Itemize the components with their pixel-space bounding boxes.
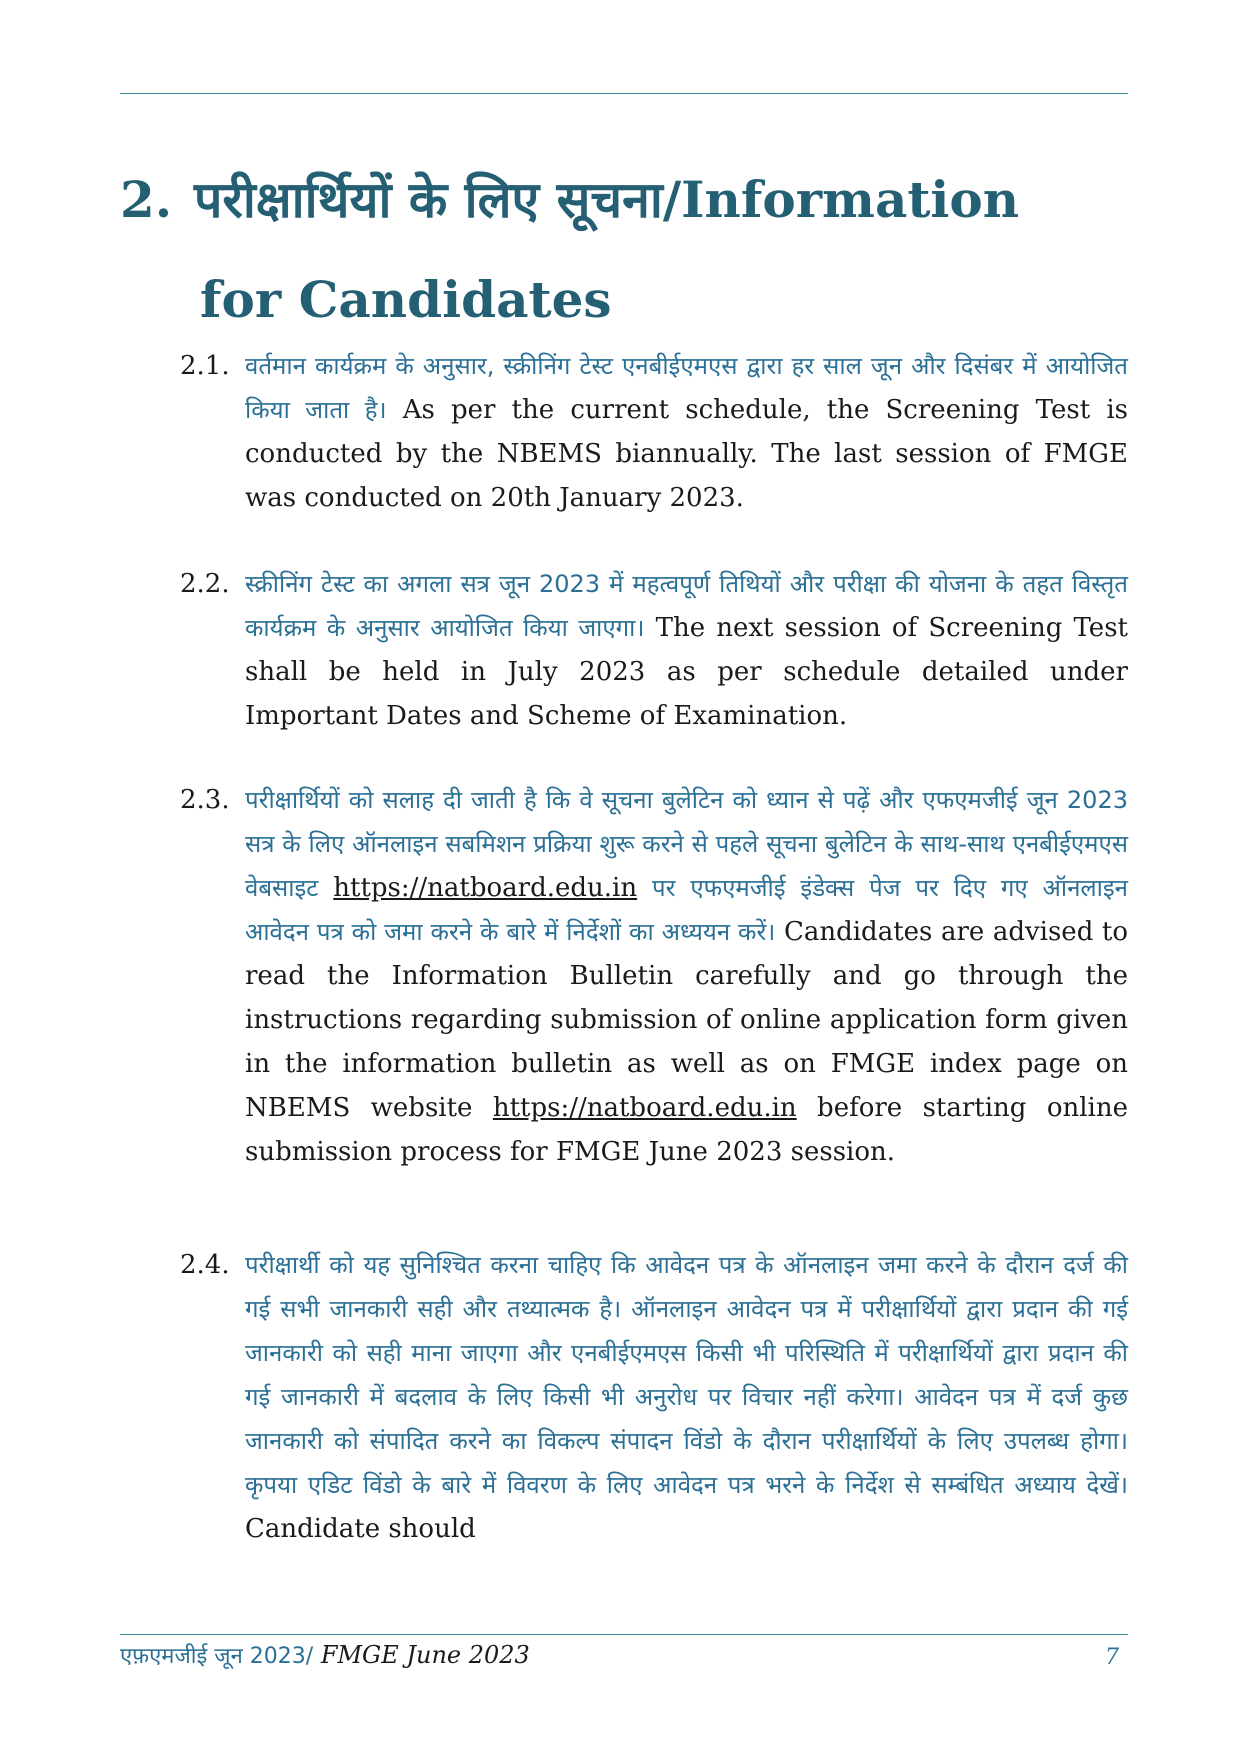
paragraph-2-4 xyxy=(180,1243,1128,1551)
bottom-rule xyxy=(120,1634,1128,1635)
natboard-link-2[interactable]: https://natboard.edu.in xyxy=(492,1093,797,1123)
paragraph-hindi-b: पर एफएमजीई इंडेक्स पेज पर दिए गए ऑनलाइन आवेदन पत्र को जमा करने के बारे में निर्देशों का अध्ययन करें। xyxy=(245,874,1129,946)
paragraph-hindi: स्क्रीनिंग टेस्ट का अगला सत्र जून 2023 में महत्वपूर्ण तिथियों और परीक्षा की योजना के तहत विस्तृत कार्यक्रम के अनुसार आयोजित किया जाएगा। xyxy=(245,570,1128,642)
paragraph-2-3 xyxy=(180,778,1128,1174)
page-number: 7 xyxy=(1105,1645,1119,1670)
footer-title xyxy=(120,1640,530,1670)
section-heading-english-2: for Candidates xyxy=(200,270,612,329)
top-rule xyxy=(120,93,1128,94)
section-number: 2. xyxy=(120,170,173,229)
paragraph-hindi: परीक्षार्थी को यह सुनिश्चित करना चाहिए कि आवेदन पत्र के ऑनलाइन जमा करने के दौरान दर्ज की गई सभी जानकारी सही और तथ्यात्मक है। ऑनलाइन आवेदन पत्र में परीक्षार्थियों द्वारा प्रदान की गई जानकारी को सही माना जाएगा और एनबीईएमएस किसी भी परिस्थिति में परीक्षार्थियों द्वारा प्रदान की गई जानकारी में बदलाव के लिए किसी भी अनुरोध पर विचार नहीं करेगा। आवेदन पत्र में दर्ज कुछ जानकारी को संपादित करने का विकल्प संपादन विंडो के दौरान परीक्षार्थियों के लिए उपलब्ध होगा। कृपया एडिट विंडो के बारे में विवरण के लिए आवेदन पत्र भरने के निर्देश से सम्बंधित अध्याय देखें। xyxy=(245,1251,1128,1499)
footer-english: FMGE June 2023 xyxy=(313,1641,530,1669)
paragraph-number: 2.2. xyxy=(180,569,230,599)
paragraph-2-2 xyxy=(180,562,1128,738)
paragraph-hindi: वर्तमान कार्यक्रम के अनुसार, स्क्रीनिंग टेस्ट एनबीईएमएस द्वारा हर साल जून और दिसंबर में आयोजित किया जाता है। xyxy=(245,352,1128,424)
paragraph-number: 2.4. xyxy=(180,1250,230,1280)
section-heading xyxy=(120,150,1130,350)
paragraph-hindi-a: परीक्षार्थियों को सलाह दी जाती है कि वे सूचना बुलेटिन को ध्यान से पढ़ें और एफएमजीई जून 2023 सत्र के लिए ऑनलाइन सबमिशन प्रक्रिया शुरू करने से पहले सूचना बुलेटिन के साथ-साथ एनबीईएमएस वेबसाइट xyxy=(245,786,1128,902)
section-heading-english-1: /Information xyxy=(662,170,1020,229)
section-heading-hindi: परीक्षार्थियों के लिए सूचना xyxy=(194,170,663,229)
paragraph-number: 2.3. xyxy=(180,785,230,815)
paragraph-number: 2.1. xyxy=(180,351,230,381)
paragraph-english: As per the current schedule, the Screening Test is conducted by the NBEMS biannually. The last session of FMGE was conducted on 20th January 2023. xyxy=(245,395,1128,513)
paragraph-2-1 xyxy=(180,344,1128,520)
paragraph-english-a: Candidates are advised to read the Information Bulletin carefully and go through the instructions regarding submission of online application form given in the information bulletin as well as on FMGE index page on NBEMS website xyxy=(245,917,1128,1123)
paragraph-english: The next session of Screening Test shall be held in July 2023 as per schedule detailed under Important Dates and Scheme of Examination. xyxy=(245,613,1128,731)
paragraph-english: Candidate should xyxy=(245,1514,476,1544)
paragraph-english-b: before starting online submission process for FMGE June 2023 session. xyxy=(245,1093,1128,1167)
natboard-link-1[interactable]: https://natboard.edu.in xyxy=(333,873,638,903)
footer-hindi: एफ़एमजीई जून 2023/ xyxy=(120,1644,314,1669)
